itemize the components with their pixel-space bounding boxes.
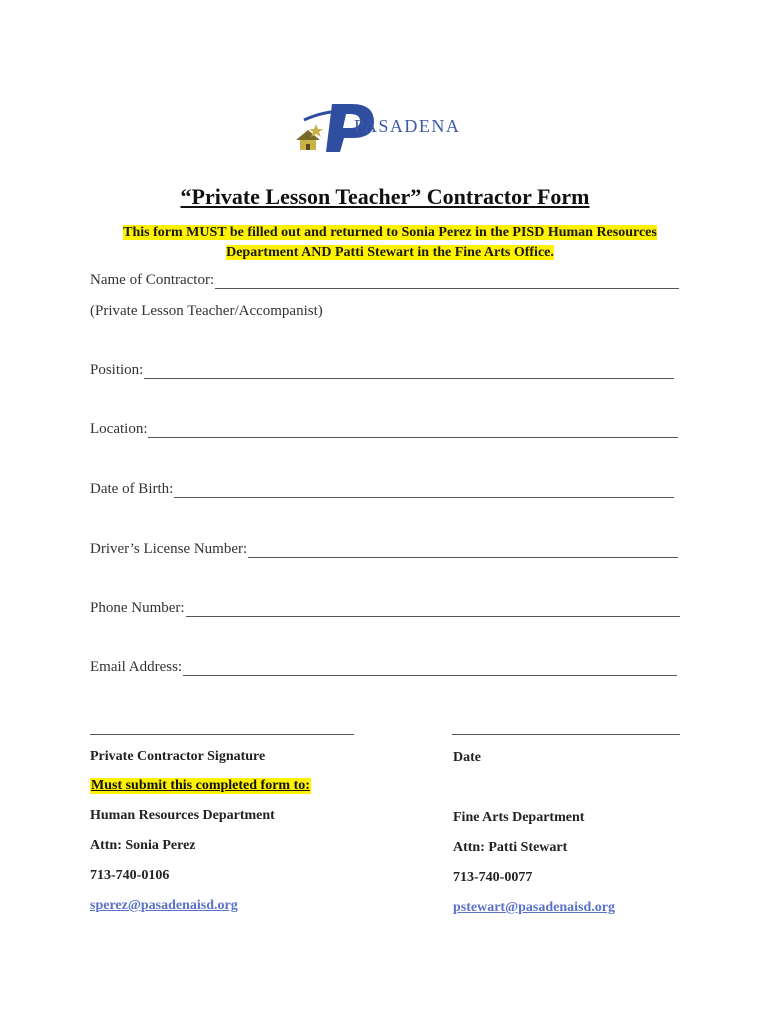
location-line[interactable] (148, 423, 678, 438)
fine-arts-email-link[interactable]: pstewart@pasadenaisd.org (453, 900, 615, 915)
notice (90, 223, 690, 263)
license-line[interactable] (248, 543, 678, 558)
name-line[interactable] (215, 274, 679, 289)
license-label: Driver’s License Number: (90, 541, 248, 557)
email-line[interactable] (183, 661, 677, 676)
hr-department: Human Resources Department (90, 808, 275, 823)
hr-phone: 713-740-0106 (90, 868, 170, 883)
fine-arts-phone: 713-740-0077 (453, 870, 533, 885)
fine-arts-department: Fine Arts Department (453, 810, 585, 825)
name-label: Name of Contractor: (90, 272, 215, 288)
hr-attn: Attn: Sonia Perez (90, 838, 196, 853)
position-line[interactable] (144, 364, 674, 379)
phone-label: Phone Number: (90, 600, 185, 616)
license-field (90, 541, 678, 558)
dob-field (90, 481, 674, 498)
hr-email-link[interactable]: sperez@pasadenaisd.org (90, 898, 238, 913)
date-line[interactable] (452, 734, 680, 735)
logo-text: PASADENA (354, 116, 461, 136)
submit-heading: Must submit this completed form to: (91, 778, 310, 793)
name-field (90, 272, 679, 289)
notice-line-2: Department AND Patti Stewart in the Fine Arts Office. (226, 245, 554, 260)
position-label: Position: (90, 362, 144, 378)
email-label: Email Address: (90, 659, 183, 675)
dob-line[interactable] (174, 483, 674, 498)
name-sub-label: (Private Lesson Teacher/Accompanist) (90, 303, 323, 319)
signature-label: Private Contractor Signature (90, 749, 266, 764)
dob-label: Date of Birth: (90, 481, 174, 497)
date-label: Date (453, 750, 481, 765)
location-field (90, 421, 678, 438)
fine-arts-attn: Attn: Patti Stewart (453, 840, 568, 855)
notice-line-1: This form MUST be filled out and returned to Sonia Perez in the PISD Human Resources (123, 225, 657, 240)
location-label: Location: (90, 421, 148, 437)
phone-line[interactable] (186, 602, 680, 617)
position-field (90, 362, 674, 379)
phone-field (90, 600, 680, 617)
email-field (90, 659, 677, 676)
form-title: “Private Lesson Teacher” Contractor Form (180, 184, 590, 209)
signature-line[interactable] (90, 734, 354, 735)
